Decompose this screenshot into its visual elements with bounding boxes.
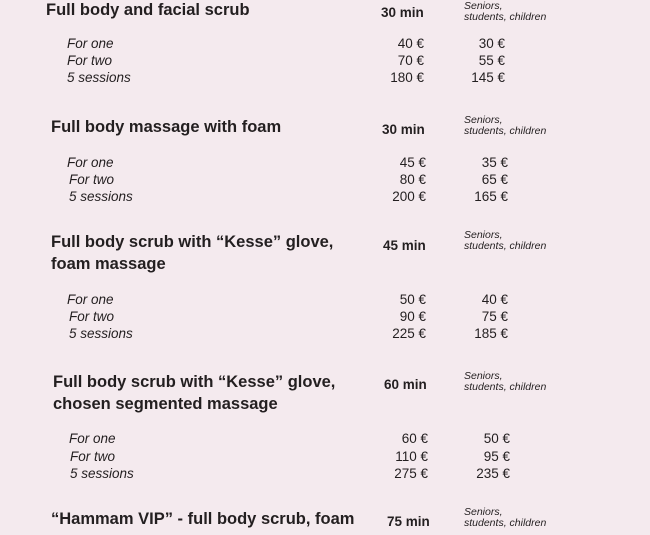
standard-price: 70 € [397,53,424,68]
standard-price: 110 € [395,449,428,464]
service-title [46,0,250,21]
service-duration: 60 min [384,377,427,392]
discount-price: 75 € [481,309,508,324]
price-row-label: For two [69,309,115,324]
price-row-label: For one [69,431,116,446]
discount-label [464,230,546,252]
discount-label-line: Seniors, [464,506,503,518]
service-duration: 45 min [383,238,426,253]
service-title [51,231,333,275]
discount-label-line: students, children [464,125,547,137]
discount-price: 145 € [471,70,505,85]
standard-price: 80 € [399,172,426,187]
discount-label-line: Seniors, [464,229,503,241]
service-title [51,116,281,138]
discount-price: 95 € [483,449,510,464]
standard-price: 45 € [399,155,426,170]
price-row-label: 5 sessions [70,466,134,481]
standard-price: 50 € [399,292,426,307]
discount-price: 235 € [476,466,510,481]
discount-label-line: students, children [464,11,547,23]
service-title-line: Full body scrub with “Kesse” glove, [53,373,336,391]
service-title-line: chosen segmented massage [53,395,278,413]
price-row-label: 5 sessions [69,189,133,204]
service-title [51,508,354,530]
price-row-label: For one [67,36,114,51]
service-title-line: Full body scrub with “Kesse” glove, [51,233,334,251]
standard-price: 225 € [392,326,426,341]
discount-price: 30 € [478,36,505,51]
discount-price: 40 € [481,292,508,307]
discount-label-line: students, children [464,517,547,529]
service-title [53,371,335,415]
price-row-label: For two [69,172,115,187]
service-title-line: Full body massage with foam [51,118,282,136]
discount-label [464,115,546,137]
service-title-line: “Hammam VIP” - full body scrub, foam [51,510,355,528]
service-duration: 75 min [387,514,430,529]
standard-price: 200 € [392,189,426,204]
standard-price: 60 € [401,431,428,446]
discount-price: 185 € [474,326,508,341]
discount-price: 65 € [481,172,508,187]
price-row-label: For two [70,449,116,464]
standard-price: 40 € [397,36,424,51]
price-row-label: 5 sessions [69,326,133,341]
discount-label [464,1,546,23]
price-row-label: 5 sessions [67,70,131,85]
discount-price: 50 € [483,431,510,446]
price-row-label: For one [67,292,114,307]
discount-label-line: students, children [464,381,547,393]
standard-price: 275 € [394,466,428,481]
standard-price: 180 € [390,70,424,85]
discount-label-line: Seniors, [464,114,503,126]
discount-label-line: Seniors, [464,370,503,382]
service-title-line: foam massage [51,255,166,273]
discount-label-line: Seniors, [464,0,503,12]
discount-price: 55 € [478,53,505,68]
price-row-label: For one [67,155,114,170]
discount-label [464,507,546,529]
service-title-line: Full body and facial scrub [46,1,250,19]
discount-price: 35 € [481,155,508,170]
discount-label [464,371,546,393]
discount-label-line: students, children [464,240,547,252]
service-duration: 30 min [381,5,424,20]
service-duration: 30 min [382,122,425,137]
standard-price: 90 € [399,309,426,324]
discount-price: 165 € [474,189,508,204]
price-row-label: For two [67,53,113,68]
